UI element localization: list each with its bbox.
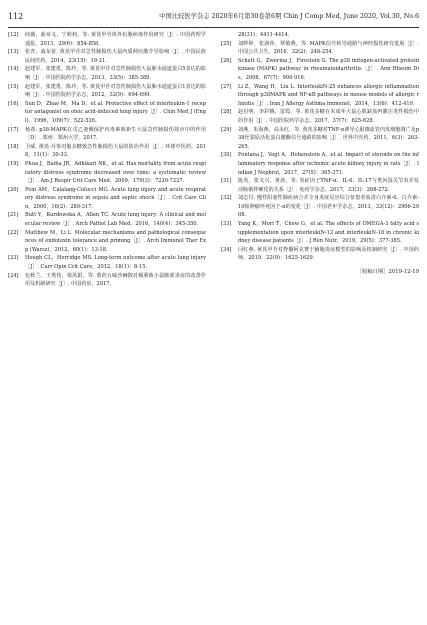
reference-number: [34] [221, 246, 232, 253]
reference-text: Yang K，Mori T，Chew G，et al. The effects of OMEGA-3 fatty acid supplementation upon interleukiN-12 and interleukiN-18 in chronic kidney disease patients［J］. J Ren Nutr，2019，29(5)：377-385. [238, 221, 419, 245]
reference-text: 陈英，张文兴，黄涛，等. 炎症因子TNF-α、IL-6、IL-17与类风湿关节炎并发动脉粥样硬化的关系［J］. 免疫学杂志，2017，33(3)：268-272. [238, 178, 419, 193]
reference-number: [16] [8, 100, 19, 107]
journal-running-title: 中国比较医学杂志 2020年6月第30卷第6期 Chin J Comp Med, June 2020, Vol.30, No.6 [159, 13, 419, 20]
reference-number: [24] [8, 272, 19, 279]
reference-text: 刘燕，朱海燕，高永红，等. 黄芪多糖对TNF-α诱导心脏微血管内皮细胞凋亡及p38丝裂原活化蛋白激酶信号通路的影响［J］. 世界中医药，2011，6(3)：263-265. [238, 126, 419, 150]
reference-entry [8, 272, 206, 289]
reference-number: [28] [221, 109, 232, 116]
reference-text: 商薇，曲章义，宁莉莉，等. 黄芪甲苷体外抗脓病毒作用研究［J］. 中国药理学通报，2013，29(6)：854-858. [25, 32, 206, 47]
reference-text: 赵启明，李彩娥，雷霞，等. 黄芪多糖在未成年大鼠心肌缺血再灌注炎性损伤中的作用［J］. 中国医院药学杂志，2017，37(7)：625-628. [238, 109, 419, 124]
reference-entry [221, 31, 419, 40]
reference-number: [12] [8, 32, 19, 38]
reference-text: 赵建军，张建勇，陈玲，等. 黄芪甲苷对急性肺损伤大鼠肺水通道蛋白1表达的影响［J］. 中国医院药学杂志，2012，32(9)：694-699. [25, 83, 206, 99]
reference-number: [22] [8, 229, 19, 236]
reference-entry [221, 108, 419, 125]
reference-entry [8, 211, 206, 228]
reference-text: Schett G，Zwerina J，Firestein G. The p38 mitogen-activated protein kinase (MAPK) pathway in rheumatoidarthritis［J］. Ann Rheum Dis，2008，67(7)：909-916. [238, 57, 419, 81]
reference-number: [13] [8, 49, 19, 56]
reference-entry [221, 220, 419, 246]
reference-entry [221, 177, 419, 194]
reference-text: Matthew M，Li L. Molecular mechanisms and pathological consequences of endotoxin tolerance and priming［J］. Arch Immunol Ther Exp (Warsz)，2012，60(1)：13-18. [25, 229, 206, 253]
reference-text: 张青，戚东征. 黄芪甲苷对急性肺损伤大鼠内质网应激介导影响［J］. 中国民族民间医药，2014，23(15)：19-21. [25, 49, 206, 64]
reference-entry [221, 246, 419, 263]
reference-text: Fontana J，Vogt A，Hohenstein A，et al. Impact of steroids on the inflammatory response after ischemic acute kidney injury in rats［J］. Indian J Nephrol，2017，27(5)：365-371. [238, 152, 419, 176]
reference-entry [8, 229, 206, 255]
reference-text: 28(31)：4411-4414. [238, 32, 290, 38]
received-date: ［收稿日期］2019-12-19 [356, 269, 419, 276]
reference-text: Hough CL，Herridge MS. Long-term outcome after acute lung injury［J］. Curr Opin Crit Care，2012，18(1)：8-15. [25, 255, 206, 271]
header-rule [8, 27, 419, 28]
reference-entry [8, 48, 206, 65]
reference-entry [8, 143, 206, 160]
reference-number: [20] [8, 186, 19, 193]
reference-number: [31] [221, 178, 232, 185]
reference-entry [221, 57, 419, 83]
reference-entry [221, 194, 419, 220]
reference-entry [8, 126, 206, 143]
page-number: 112 [8, 12, 24, 21]
reference-column-right [221, 31, 419, 277]
reference-text: 包秋兰，王秀枝，梁凤娟，等. 蒙药五味沙棘散对烟熏致小鼠肺部炎症的改善作用及机制研究［J］. 中国药房，2017， [25, 272, 206, 288]
reference-text: 赵建军，张建勇，陈玲，等. 黄芪甲苷对急性肺损伤大鼠肺水通道蛋白5表达的影响［J］. 中国医院药学杂志，2013，33(5)：385-389. [25, 66, 206, 81]
reference-number: [26] [221, 57, 232, 64]
reference-entry [8, 100, 206, 126]
reference-entry [8, 31, 206, 48]
reference-text: Li Z，Wang H，Liu L. InterleukiN-25 enhances allergic inflammation through p38MAPK and NF-κB pathways in mouse models of allergic rhinitis［J］. Iran J Allergy Asthma Immunol，2014，13(6)：412-419. [238, 83, 419, 107]
reference-entry [8, 83, 206, 100]
reference-entry [221, 83, 419, 109]
reference-entry [221, 40, 419, 57]
reference-number: [30] [221, 152, 232, 159]
reference-entry [8, 160, 206, 186]
reference-text: Phua J，Badia JR，Adhikari NK，et al. Has mortality from acute respiratory distress syndrome decreased over time: a systematic review［J］. Am J Respir Crit Care Med，2009，179(3)：7220-7227. [25, 160, 206, 185]
reference-number: [15] [8, 83, 19, 90]
reference-number: [25] [221, 40, 232, 47]
reference-number: [29] [221, 126, 232, 133]
reference-text: Sun D，Zhao M，Ma D，et al. Protective effect of interleukin-1 receptor antagonist on oleic acid-induced lung injury［J］. Chin Med J (Engl)，1996，109(7)：522-526. [25, 100, 206, 124]
reference-text: Butt Y，Kurdowska A，Allen TC. Acute lung injury: A clinical and molecular review［J］. Arch Pathol Lab Med，2016，140(4)：345-350. [25, 212, 206, 228]
reference-entry [221, 126, 419, 152]
reference-entry [221, 151, 419, 177]
reference-text: 刘志丹. 慢性阻塞性肺疾病合并全身炎症反应综合征患者血清白介素-6、白介素-10和肿瘤坏死因子-α的变化［J］. 中国老年学杂志，2013，33(12)：2906-2908. [238, 195, 419, 219]
reference-number: [32] [221, 195, 232, 202]
reference-text: 卫威. 黄芪-丹参对脂多糖致急性肺损伤大鼠的防治作用［J］. 环球中医药，2018，11(1)：30-33. [25, 143, 206, 159]
reference-number: [19] [8, 160, 19, 167]
reference-number: [18] [8, 143, 19, 150]
reference-number: [17] [8, 126, 19, 133]
reference-text: 闫红燕. 黄芪甲苷对脊髓阿克赛于脑胞炎症模型的影响及机制研究［J］. 中国药师，2019，22(9)：1625-1629. [238, 246, 419, 262]
reference-column-left [8, 31, 206, 289]
reference-text: 杨希. p38-MAPK在戊乙妻侧保护内毒素致新生大鼠急性肺损伤效应中的作用［D］. 郑州：郑州大学，2017. [25, 126, 206, 142]
reference-number [221, 31, 238, 40]
reference-entry [8, 186, 206, 212]
reference-number: [33] [221, 221, 232, 228]
reference-text: Fein AM，Calalang-Colucci MG. Acute lung injury and acute respiratory distress syndrome in sepsis and septic shock［J］. Crit Care Clin，2000，16(2)：289-317. [25, 186, 206, 210]
reference-text: 刘晔婷，张淑萍，覃敏燕，等. MAPK信号转导通路与神经损伤研究进展［J］. 中国公共卫生，2016，32(2)：248-254. [238, 40, 419, 56]
reference-number: [27] [221, 83, 232, 90]
reference-entry [8, 65, 206, 82]
reference-entry [8, 254, 206, 271]
reference-number: [23] [8, 255, 19, 262]
page-header [8, 11, 419, 23]
reference-number: [21] [8, 212, 19, 219]
reference-number: [14] [8, 66, 19, 73]
